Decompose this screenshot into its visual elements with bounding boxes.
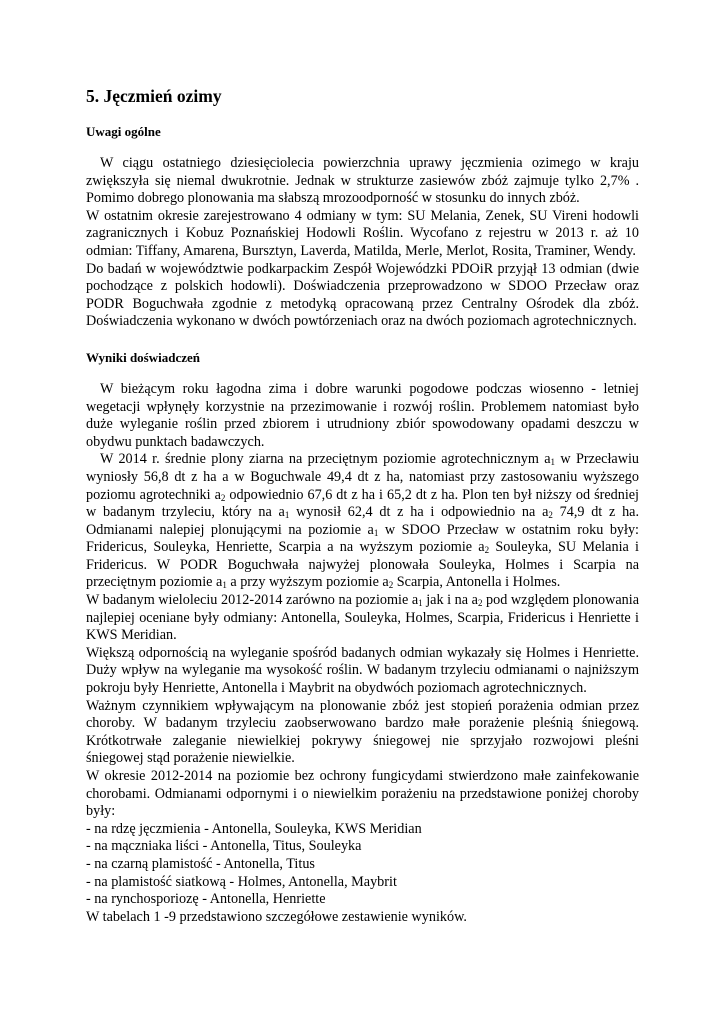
text-run: pod względem plonowania najlepiej oceniane były odmiany: Antonella, Souleyka, Holmes, Scarpia, Fridericus i Henriette i KWS Meridian. [86,592,639,644]
section-heading-general: Uwagi ogólne [86,124,161,139]
text-run: W 2014 r. średnie plony ziarna na przeciętnym poziomie agrotechnicznym a [100,451,551,468]
document-page [86,86,639,926]
text-run: Scarpia, Antonella i Holmes. [393,574,561,591]
list-item: - na rdzę jęczmienia - Antonella, Souleyka, KWS Meridian [86,820,422,837]
text-run: w SDOO Przecław w ostatnim roku były: Fridericus, Souleyka, Henriette, Scarpia a na wyższym poziomie a [86,521,639,556]
list-item: - na mączniaka liści - Antonella, Titus, Souleyka [86,838,362,855]
paragraph-results-5: Ważnym czynnikiem wpływającym na plonowanie zbóż jest stopień porażenia odmian przez choroby. W badanym trzyleciu zaobserwowano bardzo małe porażenie pleśnią śniegową. Krótkotrwałe zaleganie niewielkiej pokrywy śniegowej nie sprzyjało rozwojowi pleśni śniegowej stąd porażenie niewielkie. [86,697,639,767]
list-item: - na czarną plamistość - Antonella, Titus [86,855,315,872]
section-heading-results: Wyniki doświadczeń [86,349,201,365]
paragraph-results-4: Większą odpornością na wyleganie spośród badanych odmian wykazały się Holmes i Henriette. Duży wpływ na wyleganie ma wysokość roślin. W badanym trzyleciu odmianami o najniższym pokroju były Henriette, Antonella i Maybrit na obydwóch poziomach agrotechnicznych. [86,644,639,697]
subscript: 1 [550,457,556,468]
subscript: 2 [477,598,483,609]
chapter-title: 5. Jęczmień ozimy [86,86,222,106]
text-run: 74,9 dt z ha. Odmianami nalepiej plonującymi na poziomie a [86,504,640,538]
list-item: - na rynchosporiozę - Antonella, Henriette [86,891,326,908]
text-run: W badanym wieloleciu 2012-2014 zarówno na poziomie a [86,592,419,609]
paragraph-general-3: Do badań w województwie podkarpackim Zespół Wojewódzki PDOiR przyjął 13 odmian (dwie pochodzące z polskich hodowli). Doświadczenia przeprowadzono w SDOO Przecław oraz PODR Boguchwała zgodnie z metodyką opracowaną przez Centralny Ośrodek dla zbóż. Doświadczenia wykonano w dwóch powtórzeniach oraz na dwóch poziomach agrotechnicznych. [86,260,639,330]
list-item: - na plamistość siatkową - Holmes, Antonella, Maybrit [86,873,397,890]
subscript: 2 [220,492,226,503]
paragraph-general-1: W ciągu ostatniego dziesięciolecia powierzchnia uprawy jęczmienia ozimego w kraju zwiększyła się niemal dwukrotnie. Jednak w strukturze zasiewów zbóż zajmuje tylko 2,7% . Pomimo dobrego plonowania ma słabszą mrozoodporność w stosunku do innych zbóż. [86,155,639,207]
paragraph-results-1: W bieżącym roku łagodna zima i dobre warunki pogodowe podczas wiosenno - letniej wegetacji wpłynęły korzystnie na przezimowanie i rozwój roślin. Problemem natomiast było duże wyleganie roślin przed zbiorem i utrudniony zbiór spowodowany opadami deszczu w obydwu punktach badawczych. [86,380,639,450]
subscript: 2 [548,510,553,521]
text-run: jak i na a [422,592,478,609]
subscript: 2 [484,545,490,556]
text-run: w Przecławiu wyniosły 56,8 dt z ha a w Boguchwale 49,4 dt z ha, natomiast przy zastosowaniu wyższego poziomu agrotechniki a [86,451,639,503]
subscript: 1 [373,527,379,538]
paragraph-results-2 [86,451,639,592]
paragraph-results-6: W okresie 2012-2014 na poziomie bez ochrony fungicydami stwierdzono małe zainfekowanie chorobami. Odmianami odpornymi i o niewielkim porażeniu na przedstawione poniżej choroby były: [86,768,639,820]
subscript: 1 [418,598,423,609]
text-run: Souleyka, SU Melania i Fridericus. W PODR Boguchwała najwyżej plonowała Souleyka, Holmes i Scarpia na przeciętnym poziomie a [86,539,639,591]
paragraph-results-3 [86,592,639,645]
paragraph-general-2: W ostatnim okresie zarejestrowano 4 odmiany w tym: SU Melania, Zenek, SU Vireni hodowli zagranicznych i Kobuz Poznańskiej Hodowli Roślin. Wycofano z rejestru w 2013 r. aż 10 odmian: Tiffany, Amarena, Bursztyn, Laverda, Matilda, Merle, Merlot, Rosita, Traminer, Wendy. [86,207,639,259]
subscript: 2 [388,580,394,591]
text-run: a przy wyższym poziomie a [226,574,389,591]
paragraph-results-7: W tabelach 1 -9 przedstawiono szczegółowe zestawienie wyników. [86,908,467,925]
disease-resistance-list [86,821,639,909]
text-run: odpowiednio 67,6 dt z ha i 65,2 dt z ha. Plon ten był niższy od średniej w badanym trzyleciu, który na a [86,486,639,521]
subscript: 1 [222,580,227,591]
subscript: 1 [284,510,290,521]
text-run: wynosił 62,4 dt z ha i odpowiednio na a [289,504,549,521]
